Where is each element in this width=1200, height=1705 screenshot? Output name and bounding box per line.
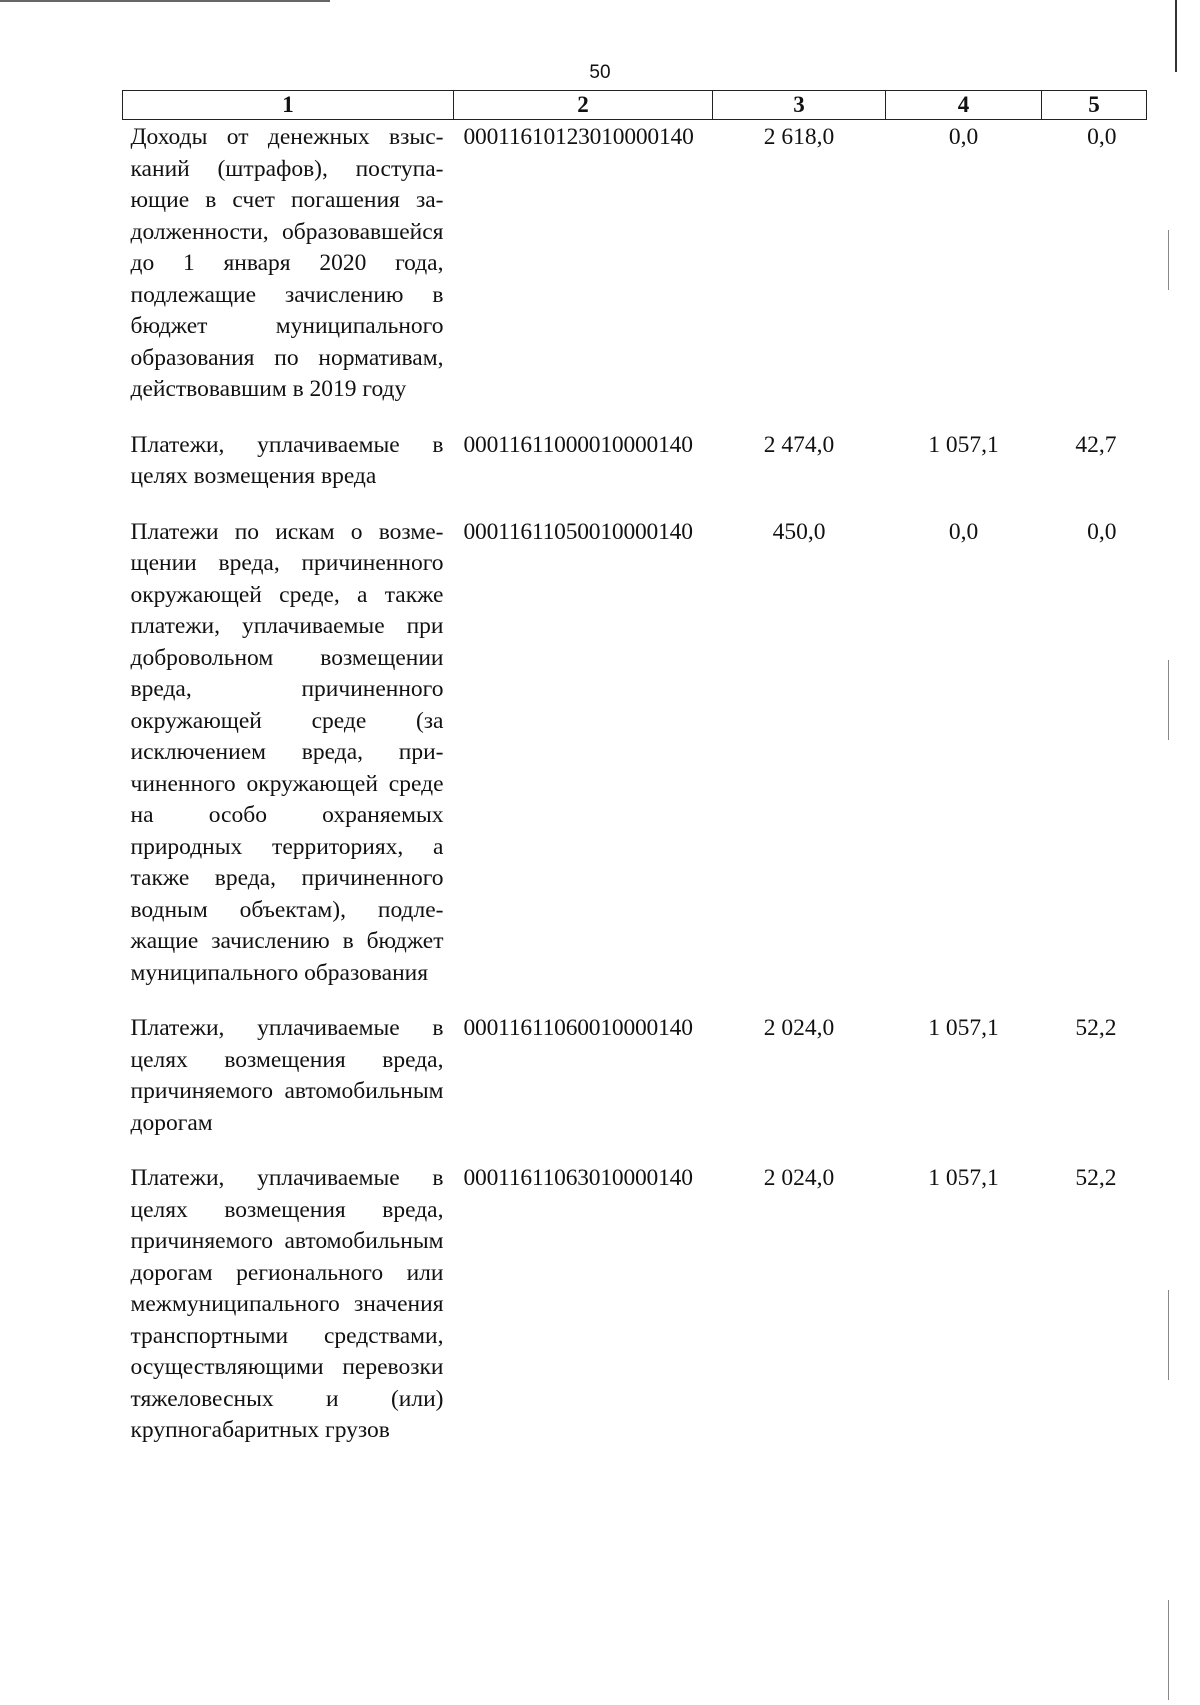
row-value-col3: 2 474,0 xyxy=(763,431,835,458)
row-value-col4: 1 057,1 xyxy=(928,1015,999,1041)
revenue-table xyxy=(122,90,1147,1469)
row-value-col5: 0,0 xyxy=(1087,518,1117,545)
page-number: 50 xyxy=(589,62,611,83)
scan-edge-top xyxy=(0,0,330,2)
row-value-col3: 2 618,0 xyxy=(763,124,835,150)
column-header: 1 xyxy=(123,91,454,120)
row-code: 00011611063010000140 xyxy=(463,1165,693,1191)
table-row xyxy=(123,515,1147,1012)
scan-mark xyxy=(1168,1600,1169,1700)
row-name: Платежи, уплачиваемые в целях возмещения вреда, причиняемого автомобильным дорогам регионального или межмуниципального значения транспортными средствами, осуществляющими перевозки тяжеловесных и (или) крупногабаритных грузов xyxy=(130,1165,444,1443)
row-value-col5: 52,2 xyxy=(1075,1015,1117,1041)
row-code: 00011611000010000140 xyxy=(463,431,693,458)
row-value-col3: 450,0 xyxy=(772,518,826,545)
table-row xyxy=(123,1011,1147,1161)
row-code: 00011611050010000140 xyxy=(463,518,693,545)
row-name: Платежи, уплачиваемые в целях возмещения вреда xyxy=(130,431,444,489)
table-row xyxy=(123,1161,1147,1469)
scan-mark xyxy=(1168,1290,1169,1380)
row-value-col4: 0,0 xyxy=(948,518,979,545)
row-value-col3: 2 024,0 xyxy=(763,1165,835,1191)
row-value-col5: 0,0 xyxy=(1087,124,1117,150)
scan-edge-right xyxy=(1175,0,1177,72)
scan-mark xyxy=(1168,660,1169,740)
table-header-row xyxy=(123,91,1147,120)
column-header: 4 xyxy=(886,91,1042,120)
table-row xyxy=(123,428,1147,515)
row-value-col4: 1 057,1 xyxy=(928,431,999,458)
column-header: 3 xyxy=(713,91,886,120)
column-header: 2 xyxy=(454,91,713,120)
scan-mark xyxy=(1168,230,1169,290)
row-code: 00011610123010000140 xyxy=(463,124,694,150)
row-value-col5: 42,7 xyxy=(1075,431,1117,458)
row-code: 00011611060010000140 xyxy=(463,1015,693,1041)
row-name: Платежи, уплачиваемые в целях возмещения вреда, причиняемого автомобильным дорогам xyxy=(130,1015,444,1136)
row-name: Доходы от денежных взысканий (штрафов), поступающие в счет погашения задолженности, образовавшейся до 1 января 2020 года, подлежащие зачислению в бюджет муниципального образования по нормативам, действовавшим в 2019 году xyxy=(130,124,444,402)
row-value-col5: 52,2 xyxy=(1075,1165,1117,1191)
row-value-col4: 1 057,1 xyxy=(928,1165,999,1191)
row-name: Платежи по искам о возмещении вреда, причиненного окружающей среде, а также платежи, уплачиваемые при добровольном возмещении вреда, причиненного окружающей среде (за исключением вреда, причиненного окружающей среде на особо охраняемых природных территориях, а также вреда, причиненного водным объектам), подлежащие зачислению в бюджет муниципального образования xyxy=(130,518,444,986)
table-row xyxy=(123,120,1147,428)
column-header: 5 xyxy=(1042,91,1147,120)
row-value-col3: 2 024,0 xyxy=(763,1015,835,1041)
row-value-col4: 0,0 xyxy=(948,124,979,150)
